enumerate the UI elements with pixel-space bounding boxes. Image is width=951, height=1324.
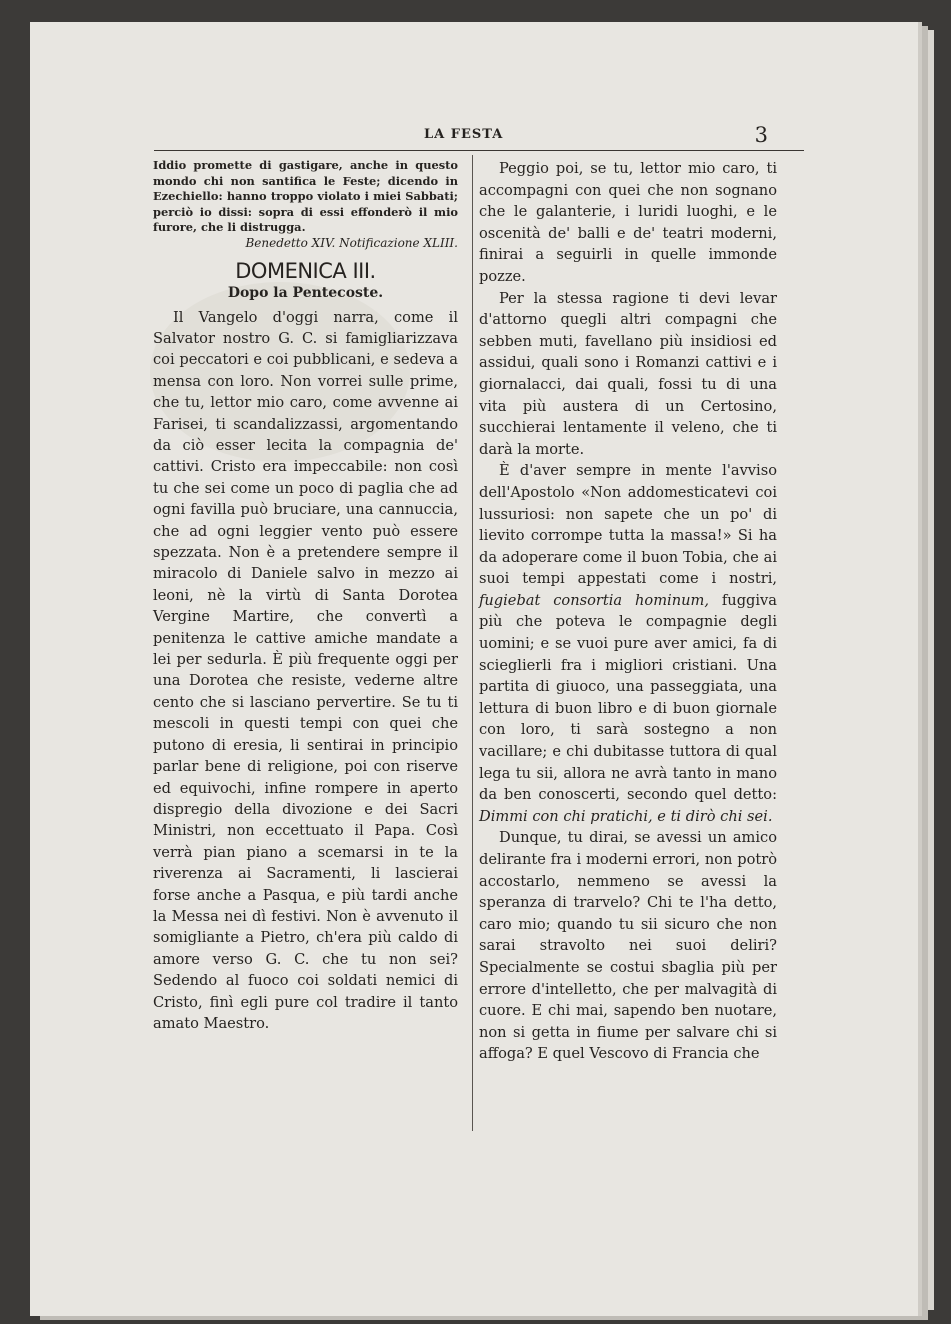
left-body	[153, 307, 458, 1035]
section-subheading: Dopo la Pentecoste.	[227, 284, 384, 301]
running-head	[154, 125, 768, 147]
right-column	[479, 158, 777, 1065]
section-heading: DOMENICA III.	[235, 258, 376, 283]
paragraph: Per la stessa ragione ti devi levar d'attorno quegli altri compagni che sebben muti, favellano più insidiosi ed assidui, quali sono i Romanzi cattivi e i giornalacci, dai quali, fossi tu di una vita più austera di un Certosino, succhierai lentamente il veleno, che ti darà la morte.	[479, 289, 777, 458]
latin-quote: fugiebat consortia hominum,	[479, 591, 709, 609]
paragraph: Dunque, tu dirai, se avessi un amico delirante fra i moderni errori, non potrò accostarlo, nemmeno se avessi la speranza di trarvelo? Chi te l'ha detto, caro mio; quando tu sii sicuro che non sarai stravolto nei suoi deliri? Specialmente se costui sbaglia più per errore d'intelletto, che per malvagità di cuore. E chi mai, sapendo ben nuotare, non si getta in fiume per salvare chi si affoga? E quel Vescovo di Francia che	[479, 829, 777, 1063]
running-title: LA FESTA	[424, 127, 504, 142]
paragraph: Peggio poi, se tu, lettor mio caro, ti accompagni con quei che non sognano che le galanterie, i luridi luoghi, e le oscenità de' balli e de' teatri moderni, finirai a seguirli in quelle immonde pozze.	[479, 160, 777, 285]
epigraph-text: Iddio promette di gastigare, anche in questo mondo chi non santifica le Feste; dicendo in Ezechiello: hanno troppo violato i miei Sabbati; perciò io dissi: sopra di essi effonderò il mio furore, che li distrugga.	[153, 158, 458, 235]
right-body	[479, 158, 777, 1065]
left-column	[153, 158, 458, 1034]
paragraph: Il Vangelo d'oggi narra, come il Salvator nostro G. C. si famigliarizzava coi peccatori e coi pubblicani, e sedeva a mensa con loro. Non vorrei sulle prime, che tu, lettor mio caro, come avvenne ai Farisei, ti scandalizzassi, argomentando da ciò esser lecita la compagnia de' cattivi. Cristo era impeccabile: non così tu che sei come un poco di paglia che ad ogni favilla può bruciare, una cannuccia, che ad ogni leggier vento può essere spezzata. Non è a pretendere sempre il miracolo di Daniele salvo in mezzo ai leoni, nè la virtù di Santa Dorotea Vergine Martire, che convertì a penitenza le cattive amiche mandate a lei per sedurla. È più frequente oggi per una Dorotea che resiste, vederne altre cento che si lasciano pervertire. Se tu ti mescoli in questi tempi con quei che putono di eresia, li sentirai in principio parlar bene di religione, poi con riserve ed equivochi, infine rompere in aperto dispregio della divozione e dei Sacri Ministri, non eccettuato il Papa. Così verrà pian piano a scemarsi in te la riverenza ai Sacramenti, li lascierai forse anche a Pasqua, e più tardi anche la Messa nei dì festivi. Non è avvenuto il somigliante a Pietro, ch'era più caldo di amore verso G. C. che tu non sei? Sedendo al fuoco coi soldati nemici di Cristo, finì egli pure col tradire il tanto amato Maestro.	[153, 308, 458, 1032]
header-rule	[154, 150, 804, 151]
text-run: È d'aver sempre in mente l'avviso dell'Apostolo «Non addomesticatevi coi lussuriosi: non sapete che un po' di lievito corrompe tutta la massa!» Si ha da adoperare come il buon Tobia, che ai suoi tempi appestati come i nostri,	[479, 462, 777, 588]
epigraph	[153, 158, 458, 252]
page-number: 3	[754, 123, 768, 147]
page-edge	[918, 30, 934, 1310]
proverb: Dimmi con chi pratichi, e ti dirò chi sei.	[479, 807, 773, 825]
epigraph-citation: Benedetto XIV. Notificazione XLIII.	[245, 235, 458, 250]
column-divider	[472, 155, 473, 1131]
text-run: fuggiva più che poteva le compagnie degli uomini; e se vuoi pure aver amici, fa di scieglierli fra i migliori cristiani. Una partita di giuoco, una passeggiata, una lettura di buon libro e di buon giornale con loro, ti sarà sostegno a non vacillare; e chi dubitasse tuttora di qual lega tu sii, allora ne avrà tanto in mano da ben conoscerti, secondo quel detto:	[479, 591, 777, 804]
paragraph	[479, 460, 777, 827]
